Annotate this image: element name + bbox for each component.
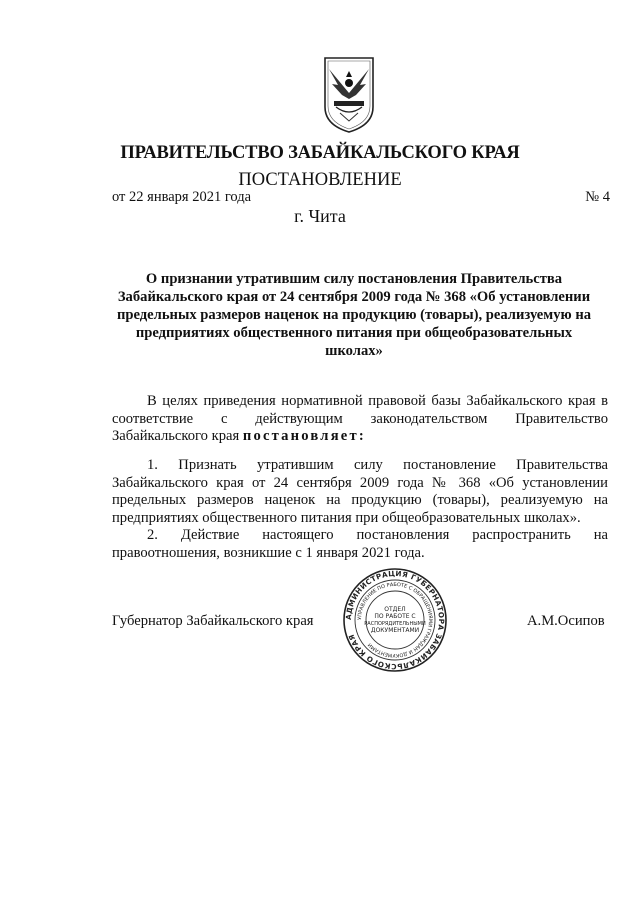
document-number: № 4 (585, 189, 610, 205)
list-item: 1. Признать утратившим силу постановление Правительства Забайкальского края от 24 сентября 2009 года № 368 «Об установлении предельных размеров наценок на продукцию (товары), реализуемую на предприятиях общественного питания при общеобразовательных школах». (112, 457, 608, 526)
stamp-outer-ring-text: АДМИНИСТРАЦИЯ ГУБЕРНАТОРА ЗАБАЙКАЛЬСКОГО КРАЯ (343, 568, 447, 672)
svg-text:УПРАВЛЕНИЕ ПО РАБОТЕ С ОБРАЩЕН (357, 582, 433, 658)
stamp-center-line: ПО РАБОТЕ С (374, 613, 416, 620)
stamp-center-line: ОТДЕЛ (384, 606, 406, 613)
stamp-inner-ring-text: УПРАВЛЕНИЕ ПО РАБОТЕ С ОБРАЩЕНИЯМИ ГРАЖДАН И ДОКУМЕНТАМИ (356, 581, 434, 659)
coat-of-arms-icon (322, 55, 376, 135)
government-title: ПРАВИТЕЛЬСТВО ЗАБАЙКАЛЬСКОГО КРАЯ (120, 143, 520, 163)
list-item: 2. Действие настоящего постановления распространить на правоотношения, возникшие с 1 января 2021 года. (112, 527, 608, 561)
preamble-paragraph (112, 393, 608, 446)
official-stamp-icon (342, 567, 448, 673)
document-type: ПОСТАНОВЛЕНИЕ (238, 170, 402, 190)
preamble-keyword: постановляет: (242, 428, 366, 444)
document-heading: О признании утратившим силу постановления Правительства Забайкальского края от 24 сентября 2009 года № 368 «Об установлении предельных размеров наценок на продукцию (товары), реализуемую на предприятиях общественного питания при общеобразовательных школах» (116, 271, 592, 359)
signer-position: Губернатор Забайкальского края (112, 613, 314, 629)
signer-name: А.М.Осипов (527, 613, 605, 629)
document-date: от 22 января 2021 года (112, 189, 252, 205)
stamp-center-line: РАСПОРЯДИТЕЛЬНЫМИ (364, 621, 426, 627)
document-city: г. Чита (294, 206, 346, 226)
stamp-center-line: ДОКУМЕНТАМИ (370, 627, 420, 634)
preamble-text: В целях приведения нормативной правовой базы Забайкальского края в соответствие с действующим законодательством Правительство Забайкальского края (112, 393, 608, 444)
